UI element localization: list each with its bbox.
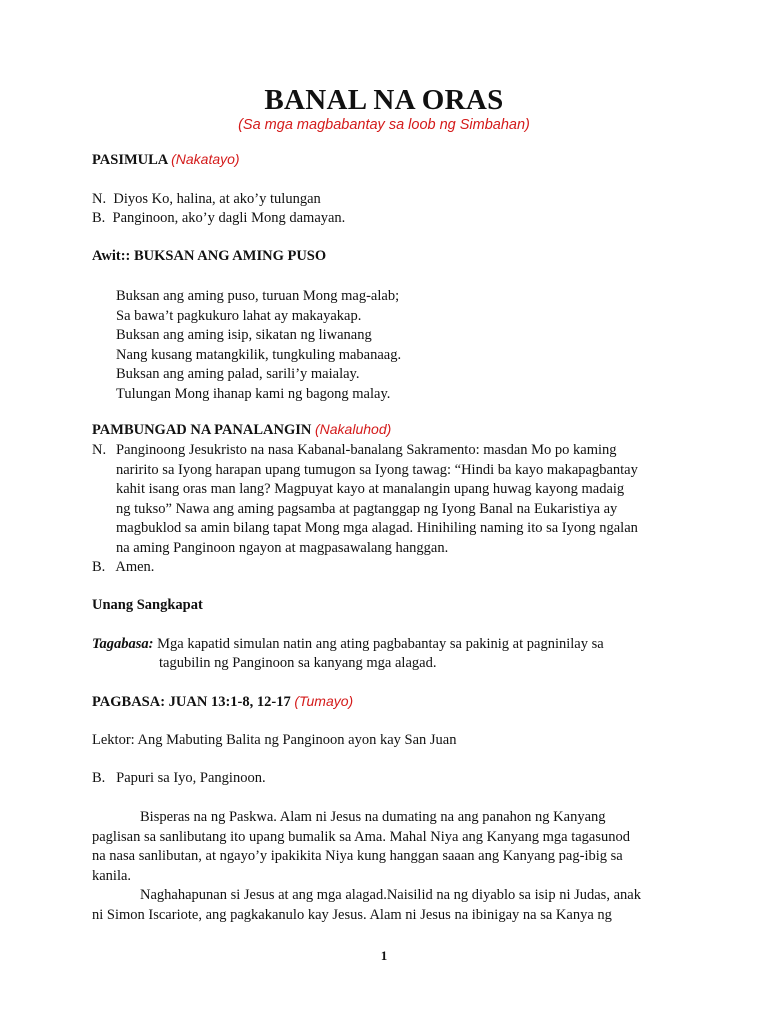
pambungad-n-text bbox=[116, 441, 638, 558]
prayer-line: kahit isang oras man lang? Magpuyat kayo at manalangin upang huwag kayong madaig bbox=[116, 481, 625, 497]
lyric-line: Nang kusang matangkilik, tungkuling mabanaag. bbox=[116, 346, 402, 363]
pambungad-n-marker: N. bbox=[92, 442, 107, 458]
tagabasa-line bbox=[92, 635, 604, 654]
tagabasa-text-2: tagubilin ng Panginoon sa kanyang mga alagad. bbox=[159, 655, 437, 671]
pasimula-b-line bbox=[92, 209, 345, 228]
pasimula-b-text: Panginoon, ako’y dagli Mong damayan. bbox=[112, 210, 346, 226]
lyric-line: Buksan ang aming puso, turuan Mong mag-alab; bbox=[116, 288, 400, 304]
unang-sangkapat-heading: Unang Sangkapat bbox=[92, 597, 203, 613]
lyric-line: Tulungan Mong ihanap kami ng bagong malay. bbox=[116, 385, 391, 402]
pasimula-heading bbox=[92, 151, 240, 169]
paragraph-line: paglisan sa sanlibutang ito upang bumalik sa Ama. Mahal Niya ang Kanyang mga tagasunod bbox=[92, 828, 630, 845]
pambungad-b-text: Amen. bbox=[115, 559, 155, 575]
page-title: BANAL NA ORAS bbox=[264, 84, 504, 116]
pasimula-n-line bbox=[92, 190, 321, 209]
lektor-line: Lektor: Ang Mabuting Balita ng Panginoon ayon kay San Juan bbox=[92, 732, 457, 748]
pambungad-posture: (Nakaluhod) bbox=[315, 421, 392, 437]
paragraph-line: ni Simon Iscariote, ang pagkakanulo kay Jesus. Alam ni Jesus na ibinigay na sa Kanya ng bbox=[92, 906, 612, 923]
n-marker: N. bbox=[92, 191, 107, 207]
page-subtitle: (Sa mga magbabantay sa loob ng Simbahan) bbox=[238, 117, 530, 133]
pagbasa-b-line bbox=[92, 769, 266, 788]
awit-lyrics bbox=[116, 287, 401, 404]
pasimula-posture: (Nakatayo) bbox=[171, 151, 240, 167]
b-marker: B. bbox=[92, 559, 106, 575]
awit-heading: Awit:: BUKSAN ANG AMING PUSO bbox=[92, 248, 327, 264]
prayer-line: ng tukso” Nawa ang aming pagsamba at pagtanggap ng Iyong Banal na Eukaristiya ay bbox=[116, 500, 618, 517]
pasimula-title: PASIMULA bbox=[92, 152, 168, 168]
paragraph-line: Bisperas na ng Paskwa. Alam ni Jesus na dumating na ang panahon ng Kanyang bbox=[140, 809, 606, 825]
prayer-line: Panginoong Jesukristo na nasa Kabanal-banalang Sakramento: masdan Mo po kaming bbox=[116, 442, 617, 458]
page-number: 1 bbox=[380, 948, 388, 963]
lyric-line: Buksan ang aming palad, sarili’y maialay. bbox=[116, 366, 360, 382]
tagabasa-label: Tagabasa: bbox=[92, 636, 154, 652]
pambungad-heading bbox=[92, 421, 391, 439]
pambungad-b-line bbox=[92, 558, 154, 577]
gospel-paragraph-1 bbox=[92, 808, 630, 886]
prayer-line: na aming Panginoon ngayon at magpasawalang hanggan. bbox=[116, 539, 449, 556]
lyric-line: Sa bawa’t pagkukuro lahat ay makayakap. bbox=[116, 307, 362, 324]
tagabasa-text-1: Mga kapatid simulan natin ang ating pagbabantay sa pakinig at pagninilay sa bbox=[157, 636, 604, 652]
pagbasa-b-text: Papuri sa Iyo, Panginoon. bbox=[116, 770, 266, 786]
pambungad-title: PAMBUNGAD NA PANALANGIN bbox=[92, 422, 312, 438]
pagbasa-posture: (Tumayo) bbox=[294, 693, 354, 709]
pagbasa-heading bbox=[92, 693, 353, 711]
prayer-line: magbuklod sa amin bilang tapat Mong mga alagad. Hinihiling naming ito sa Iyong ngalan bbox=[116, 520, 638, 536]
pagbasa-title: PAGBASA: JUAN 13:1-8, 12-17 bbox=[92, 694, 291, 710]
pasimula-n-text: Diyos Ko, halina, at ako’y tulungan bbox=[113, 191, 321, 207]
b-marker: B. bbox=[92, 210, 106, 226]
b-marker: B. bbox=[92, 770, 106, 786]
prayer-line: naririto sa Iyong harapan upang tumugon sa Iyong tawag: “Hindi ba kayo makapagbantay bbox=[116, 461, 638, 478]
lyric-line: Buksan ang aming isip, sikatan ng liwanang bbox=[116, 327, 372, 343]
gospel-paragraph-2 bbox=[92, 886, 641, 925]
paragraph-line: Naghahapunan si Jesus at ang mga alagad.Naisilid na ng diyablo sa isip ni Judas, anak bbox=[140, 887, 641, 903]
paragraph-line: na nasa sanlibutan, at ngayo’y ipakikita Niya kung hanggan saaan ang Kanyang pag-ibig sa bbox=[92, 848, 623, 864]
paragraph-line: kanila. bbox=[92, 867, 132, 884]
